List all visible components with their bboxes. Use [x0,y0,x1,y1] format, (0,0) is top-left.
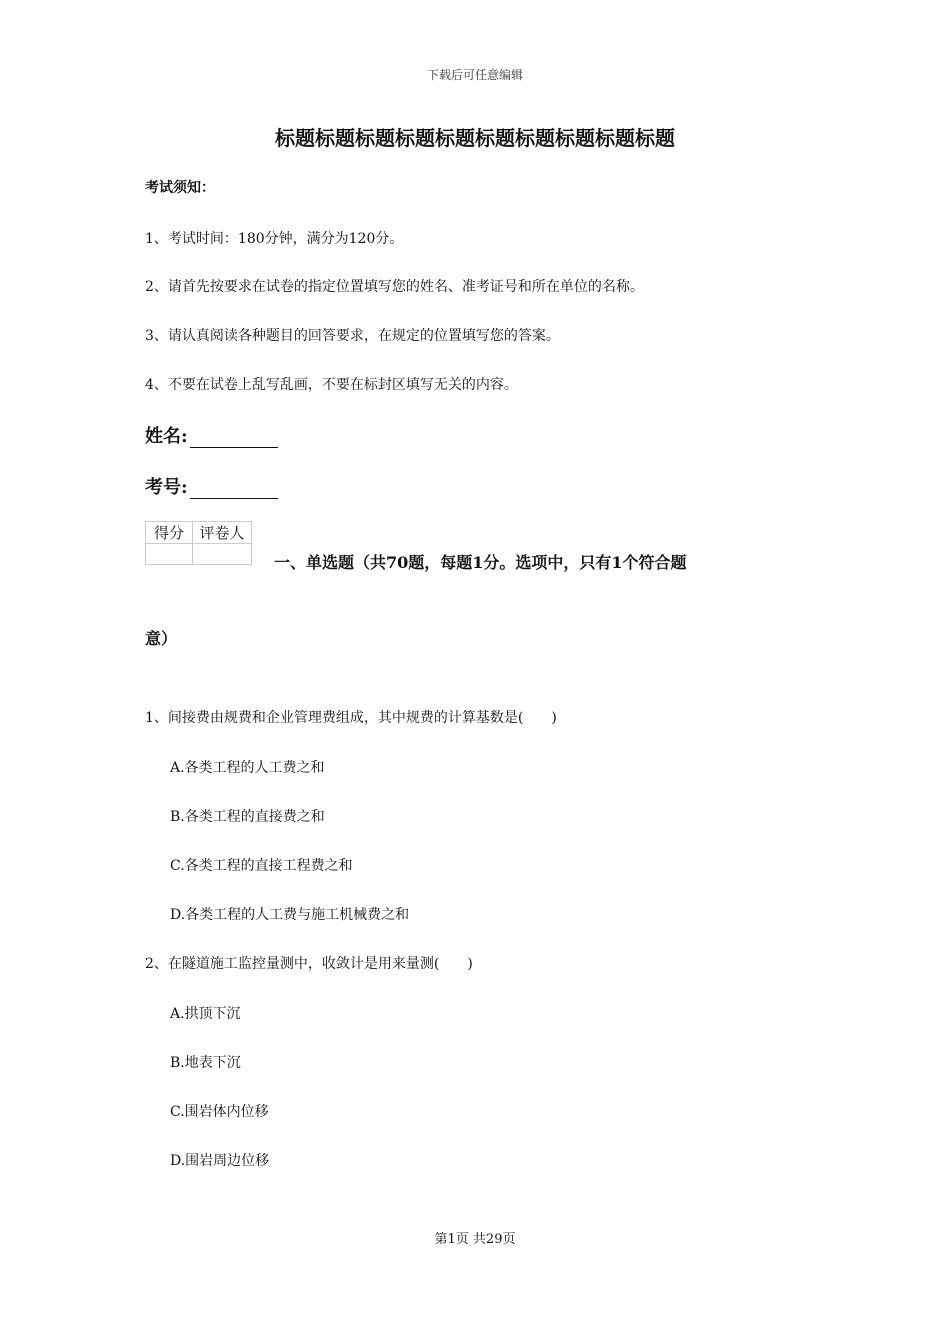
name-label: 姓名: [145,426,188,447]
question-1-option-a: A.各类工程的人工费之和 [170,760,325,776]
header-note: 下载后可任意编辑 [426,68,523,82]
id-blank[interactable] [190,480,278,499]
question-1-option-c: C.各类工程的直接工程费之和 [170,858,353,874]
section-heading-continued: 意） [145,629,178,648]
grader-cell[interactable] [193,544,252,565]
score-cell[interactable] [146,544,193,565]
section-heading: 一、单选题（共70题，每题1分。选项中，只有1个符合题 [274,553,687,572]
notice-rule-2: 2、请首先按要求在试卷的指定位置填写您的姓名、准考证号和所在单位的名称。 [145,279,644,295]
page-footer: 第1页 共29页 [434,1232,516,1247]
question-1-option-d: D.各类工程的人工费与施工机械费之和 [170,907,410,923]
name-field [145,422,278,448]
page-title: 标题标题标题标题标题标题标题标题标题标题 [275,126,675,150]
score-table-header-row [146,522,252,544]
notice-heading: 考试须知： [145,180,215,196]
id-field [145,473,278,499]
question-1: 1、间接费由规费和企业管理费组成，其中规费的计算基数是( ) [145,710,557,726]
id-label: 考号: [145,477,188,498]
question-2-option-b: B.地表下沉 [170,1055,241,1071]
score-header: 得分 [146,522,193,544]
score-table [145,521,252,565]
grader-header: 评卷人 [193,522,252,544]
question-2-option-d: D.围岩周边位移 [170,1153,270,1169]
notice-rule-3: 3、请认真阅读各种题目的回答要求，在规定的位置填写您的答案。 [145,328,560,344]
question-2-option-a: A.拱顶下沉 [170,1006,241,1022]
name-blank[interactable] [190,429,278,448]
score-table-blank-row [146,544,252,565]
question-2: 2、在隧道施工监控量测中，收敛计是用来量测( ) [145,956,473,972]
notice-rule-1: 1、考试时间：180分钟，满分为120分。 [145,231,404,247]
question-1-option-b: B.各类工程的直接费之和 [170,809,325,825]
question-2-option-c: C.围岩体内位移 [170,1104,269,1120]
notice-rule-4: 4、不要在试卷上乱写乱画，不要在标封区填写无关的内容。 [145,377,518,393]
